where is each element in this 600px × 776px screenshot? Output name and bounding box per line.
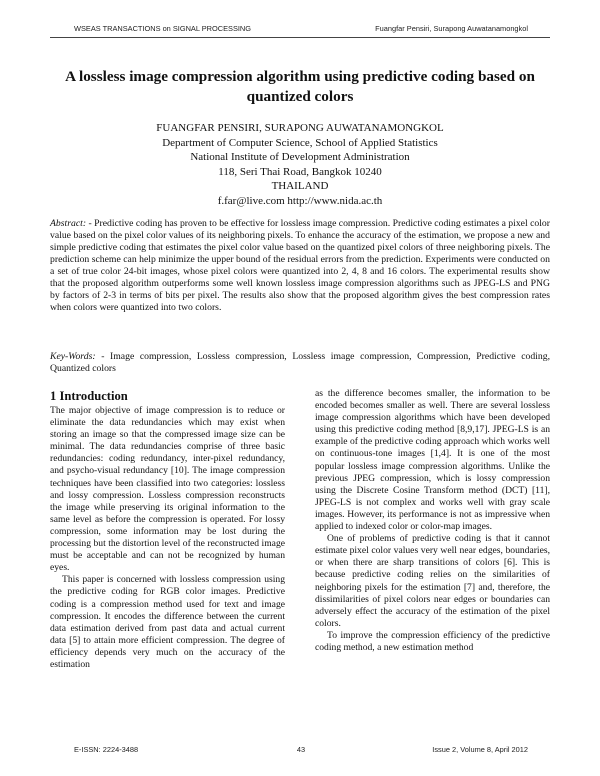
abstract-label: Abstract: (50, 218, 87, 229)
journal-name: WSEAS TRANSACTIONS on SIGNAL PROCESSING (74, 24, 252, 33)
page-number: 43 (296, 745, 306, 754)
keywords-text: - Image compression, Lossless compression, Lossless image compression, Compression, Predictive coding, Quantized colors (50, 351, 550, 375)
paragraph: To improve the compression efficiency of the predictive coding method, a new estimation method (315, 629, 550, 653)
running-header (74, 24, 528, 36)
paragraph: as the difference becomes smaller, the information to be encoded becomes smaller as well. There are several lossless image compression algorithms which have been developed using this predictive coding method [8,9,17]. JPEG-LS is an example of the predictive coding approach which works well on continuous-tone images [1,4]. It is one of the most popular lossless image compression algorithms. Unlike the previous JPEG compression, which is lossy compression using the Discrete Cosine Transform method (DCT) [11], JPEG-LS is not complex and works well with gray scale images. However, its performance is not as impressive when applied to indexed color or color-map images. (315, 388, 550, 533)
author-department: Department of Computer Science, School of Applied Statistics (162, 136, 438, 149)
paragraph: One of problems of predictive coding is that it cannot estimate pixel color values very well near edges, boundaries, or when there are sharp transitions of colors [6]. This is because predictive coding relies on the similarities of neighboring pixels for the estimation [7] and, therefore, the dissimilarities of pixel colors near edges or boundaries can adversely effect the accuracy of the estimation of the pixel colors. (315, 533, 550, 629)
section-heading: 1 Introduction (50, 389, 128, 403)
abstract (50, 218, 550, 314)
header-divider (50, 37, 550, 38)
author-address: 118, Seri Thai Road, Bangkok 10240 (218, 165, 382, 178)
author-contact: f.far@live.com http://www.nida.ac.th (217, 194, 383, 207)
page-footer (74, 745, 528, 757)
paper-title: A lossless image compression algorithm using predictive coding based on quantized colors (65, 68, 535, 105)
abstract-text: - Predictive coding has proven to be effective for lossless image compression. Predictive coding estimates a pixel color value based on the pixel color values of its neighboring pixels. To enhance the accuracy of the estimation, we propose a new and simple predictive coding that estimates the pixel color value based on the quantized pixel colors of three neighboring pixels. The prediction scheme can help minimize the upper bound of the residual errors from the prediction. Experiments were conducted on a set of true color 24-bit images, whose pixel colors were quantized into 2, 4, 8 and 16 colors. The experimental results show that the proposed algorithm outperforms some well known lossless image compression algorithms such as JPEG-LS and PNG by factors of 2-3 in terms of bits per pixel. The results also show that the proposed algorithm gives the best compression rates when colors were quantized into two colors. (50, 218, 550, 314)
paragraph: The major objective of image compression is to reduce or eliminate the data redundancies which may exist when storing an image so that the compressed image size can be minimal. The data redundancies comprise of three basic redundancies: coding redundancy, inter-pixel redundancy, and psycho-visual redundancy [10]. The image compression techniques have been classified into two categories: lossless and lossy compression. Lossless compression reconstructs the image while preserving its original information to the same level as before the compression is operated. For lossy compression, some information may be lost during the processing but the distortion level of the reconstructed image must be acceptable and can not be recognized by human eyes. (50, 405, 285, 574)
author-names: FUANGFAR PENSIRI, SURAPONG AUWATANAMONGKOL (156, 122, 444, 134)
right-column (315, 388, 550, 654)
keywords-label: Key-Words: (50, 351, 96, 362)
paragraph: This paper is concerned with lossless compression using the predictive coding for RGB color images. Predictive coding is a compression method used for text and image compression. It encodes the difference between the current data estimation derived from past data and actual current data [5] to attain more efficient compression. The degree of efficiency depends very much on the accuracy of the estimation (50, 574, 285, 670)
left-column (50, 389, 285, 671)
author-block (60, 121, 540, 209)
running-authors: Fuangfar Pensiri, Surapong Auwatanamongkol (375, 24, 528, 33)
footer-issn: E-ISSN: 2224-3488 (74, 745, 139, 754)
author-institute: National Institute of Development Administration (190, 151, 410, 164)
footer-issue: Issue 2, Volume 8, April 2012 (432, 745, 528, 754)
keywords (50, 351, 550, 375)
author-country: THAILAND (271, 180, 329, 193)
